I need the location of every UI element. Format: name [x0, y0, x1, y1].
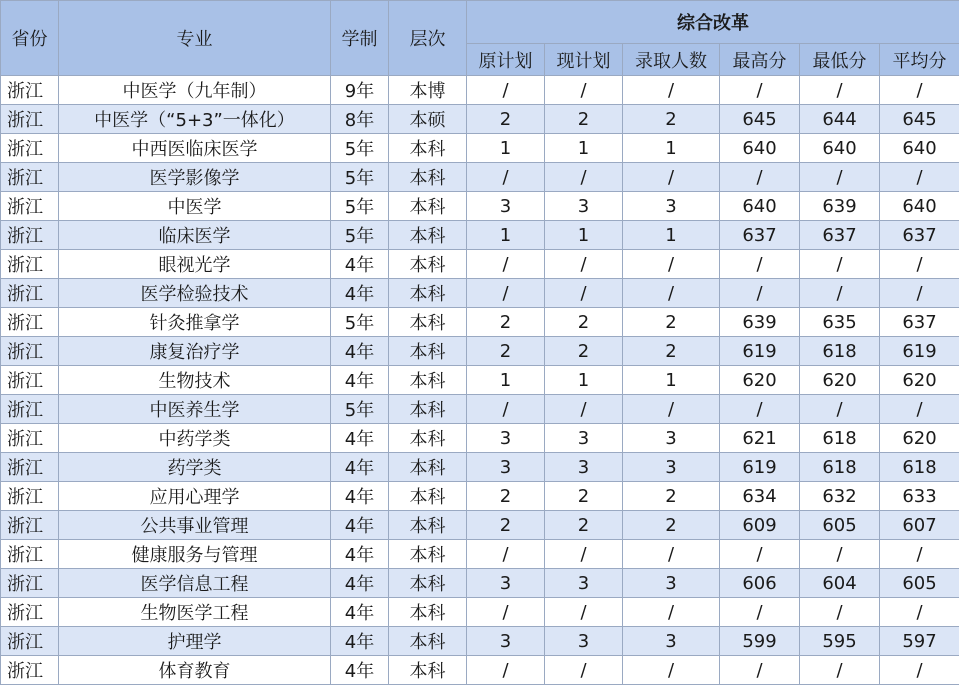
cell-admitted-count: 3 [623, 569, 720, 598]
cell-level: 本科 [389, 134, 467, 163]
cell-major: 眼视光学 [59, 250, 331, 279]
header-major: 专业 [59, 1, 331, 76]
cell-avg-score: 620 [880, 424, 959, 453]
table-row [1, 192, 959, 221]
table-row [1, 134, 959, 163]
cell-major: 健康服务与管理 [59, 540, 331, 569]
cell-avg-score: / [880, 598, 959, 627]
table-row [1, 366, 959, 395]
cell-duration: 4年 [331, 424, 389, 453]
cell-min-score: 620 [800, 366, 880, 395]
cell-max-score: 634 [720, 482, 800, 511]
cell-major: 中医学（“5+3”一体化） [59, 105, 331, 134]
cell-original-plan: 2 [467, 511, 545, 540]
cell-admitted-count: 1 [623, 221, 720, 250]
cell-max-score: 645 [720, 105, 800, 134]
cell-max-score: 637 [720, 221, 800, 250]
cell-level: 本科 [389, 511, 467, 540]
cell-avg-score: 619 [880, 337, 959, 366]
cell-major: 药学类 [59, 453, 331, 482]
cell-level: 本科 [389, 308, 467, 337]
table-row [1, 598, 959, 627]
cell-major: 中医养生学 [59, 395, 331, 424]
cell-province: 浙江 [1, 192, 59, 221]
table-row [1, 337, 959, 366]
cell-avg-score: 597 [880, 627, 959, 656]
cell-admitted-count: / [623, 395, 720, 424]
cell-admitted-count: / [623, 656, 720, 685]
cell-duration: 9年 [331, 76, 389, 105]
cell-original-plan: / [467, 540, 545, 569]
cell-min-score: / [800, 163, 880, 192]
cell-level: 本科 [389, 192, 467, 221]
cell-max-score: 640 [720, 192, 800, 221]
cell-min-score: 639 [800, 192, 880, 221]
cell-admitted-count: / [623, 163, 720, 192]
cell-province: 浙江 [1, 134, 59, 163]
cell-avg-score: 633 [880, 482, 959, 511]
cell-original-plan: / [467, 598, 545, 627]
cell-min-score: / [800, 656, 880, 685]
cell-avg-score: / [880, 656, 959, 685]
cell-current-plan: 3 [545, 569, 623, 598]
cell-major: 生物医学工程 [59, 598, 331, 627]
cell-current-plan: / [545, 250, 623, 279]
cell-min-score: / [800, 279, 880, 308]
cell-original-plan: / [467, 395, 545, 424]
cell-duration: 4年 [331, 598, 389, 627]
cell-admitted-count: 1 [623, 134, 720, 163]
cell-avg-score: / [880, 163, 959, 192]
cell-province: 浙江 [1, 163, 59, 192]
cell-level: 本科 [389, 453, 467, 482]
cell-min-score: / [800, 250, 880, 279]
cell-province: 浙江 [1, 76, 59, 105]
cell-level: 本科 [389, 598, 467, 627]
cell-duration: 5年 [331, 192, 389, 221]
cell-major: 医学影像学 [59, 163, 331, 192]
cell-current-plan: 3 [545, 627, 623, 656]
cell-province: 浙江 [1, 482, 59, 511]
cell-max-score: 620 [720, 366, 800, 395]
cell-original-plan: 3 [467, 627, 545, 656]
cell-current-plan: 2 [545, 482, 623, 511]
cell-min-score: 605 [800, 511, 880, 540]
table-row [1, 163, 959, 192]
cell-original-plan: / [467, 76, 545, 105]
cell-major: 临床医学 [59, 221, 331, 250]
cell-major: 生物技术 [59, 366, 331, 395]
cell-major: 中药学类 [59, 424, 331, 453]
cell-max-score: / [720, 540, 800, 569]
cell-admitted-count: 3 [623, 627, 720, 656]
cell-level: 本科 [389, 366, 467, 395]
cell-level: 本科 [389, 395, 467, 424]
cell-province: 浙江 [1, 250, 59, 279]
cell-max-score: / [720, 598, 800, 627]
cell-duration: 5年 [331, 221, 389, 250]
cell-level: 本科 [389, 337, 467, 366]
cell-original-plan: 2 [467, 105, 545, 134]
header-current-plan: 现计划 [545, 44, 623, 76]
cell-level: 本科 [389, 250, 467, 279]
cell-original-plan: 3 [467, 424, 545, 453]
cell-duration: 5年 [331, 395, 389, 424]
cell-current-plan: 3 [545, 453, 623, 482]
header-province: 省份 [1, 1, 59, 76]
cell-admitted-count: 3 [623, 424, 720, 453]
cell-current-plan: 3 [545, 424, 623, 453]
cell-admitted-count: 2 [623, 337, 720, 366]
cell-avg-score: 640 [880, 134, 959, 163]
header-group-reform: 综合改革 [467, 1, 959, 44]
cell-level: 本科 [389, 627, 467, 656]
cell-duration: 4年 [331, 540, 389, 569]
table-row [1, 221, 959, 250]
cell-current-plan: 1 [545, 134, 623, 163]
cell-min-score: 635 [800, 308, 880, 337]
header-avg-score: 平均分 [880, 44, 959, 76]
cell-max-score: / [720, 250, 800, 279]
table-row [1, 656, 959, 685]
cell-level: 本科 [389, 221, 467, 250]
cell-original-plan: 1 [467, 366, 545, 395]
cell-admitted-count: 2 [623, 482, 720, 511]
table-row [1, 105, 959, 134]
cell-province: 浙江 [1, 366, 59, 395]
cell-admitted-count: / [623, 76, 720, 105]
cell-original-plan: 2 [467, 308, 545, 337]
cell-min-score: 618 [800, 337, 880, 366]
cell-major: 中西医临床医学 [59, 134, 331, 163]
cell-min-score: 618 [800, 453, 880, 482]
cell-original-plan: 1 [467, 221, 545, 250]
cell-avg-score: / [880, 279, 959, 308]
cell-max-score: / [720, 163, 800, 192]
cell-major: 体育教育 [59, 656, 331, 685]
cell-min-score: 644 [800, 105, 880, 134]
cell-current-plan: 2 [545, 337, 623, 366]
cell-province: 浙江 [1, 540, 59, 569]
cell-max-score: 609 [720, 511, 800, 540]
cell-current-plan: 1 [545, 221, 623, 250]
cell-min-score: / [800, 598, 880, 627]
cell-duration: 4年 [331, 279, 389, 308]
cell-min-score: 595 [800, 627, 880, 656]
cell-duration: 4年 [331, 453, 389, 482]
cell-admitted-count: 2 [623, 511, 720, 540]
cell-min-score: / [800, 76, 880, 105]
cell-province: 浙江 [1, 424, 59, 453]
cell-current-plan: 3 [545, 192, 623, 221]
header-admitted-count: 录取人数 [623, 44, 720, 76]
cell-max-score: 599 [720, 627, 800, 656]
table-row [1, 540, 959, 569]
cell-max-score: / [720, 395, 800, 424]
header-max-score: 最高分 [720, 44, 800, 76]
cell-avg-score: / [880, 76, 959, 105]
cell-province: 浙江 [1, 627, 59, 656]
cell-admitted-count: / [623, 540, 720, 569]
cell-level: 本科 [389, 163, 467, 192]
cell-max-score: 619 [720, 453, 800, 482]
cell-level: 本科 [389, 279, 467, 308]
cell-province: 浙江 [1, 511, 59, 540]
cell-duration: 4年 [331, 482, 389, 511]
cell-avg-score: 645 [880, 105, 959, 134]
cell-min-score: / [800, 540, 880, 569]
table-row [1, 627, 959, 656]
cell-min-score: 618 [800, 424, 880, 453]
cell-province: 浙江 [1, 221, 59, 250]
cell-duration: 8年 [331, 105, 389, 134]
cell-avg-score: 640 [880, 192, 959, 221]
cell-level: 本博 [389, 76, 467, 105]
cell-max-score: 639 [720, 308, 800, 337]
cell-major: 中医学 [59, 192, 331, 221]
cell-original-plan: 3 [467, 192, 545, 221]
cell-province: 浙江 [1, 337, 59, 366]
cell-max-score: 619 [720, 337, 800, 366]
cell-avg-score: / [880, 250, 959, 279]
cell-major: 医学检验技术 [59, 279, 331, 308]
cell-original-plan: 2 [467, 482, 545, 511]
cell-max-score: / [720, 76, 800, 105]
table-header [1, 1, 959, 76]
cell-min-score: / [800, 395, 880, 424]
cell-duration: 5年 [331, 134, 389, 163]
cell-duration: 4年 [331, 366, 389, 395]
cell-current-plan: / [545, 540, 623, 569]
cell-admitted-count: 3 [623, 192, 720, 221]
cell-admitted-count: / [623, 598, 720, 627]
cell-level: 本科 [389, 656, 467, 685]
cell-max-score: / [720, 656, 800, 685]
table-row [1, 279, 959, 308]
cell-max-score: 640 [720, 134, 800, 163]
cell-avg-score: 620 [880, 366, 959, 395]
cell-major: 应用心理学 [59, 482, 331, 511]
cell-original-plan: 1 [467, 134, 545, 163]
cell-province: 浙江 [1, 598, 59, 627]
table-row [1, 395, 959, 424]
cell-current-plan: / [545, 395, 623, 424]
cell-duration: 5年 [331, 163, 389, 192]
cell-province: 浙江 [1, 395, 59, 424]
cell-level: 本科 [389, 569, 467, 598]
cell-current-plan: 1 [545, 366, 623, 395]
cell-current-plan: / [545, 163, 623, 192]
table-row [1, 250, 959, 279]
cell-province: 浙江 [1, 656, 59, 685]
table-row [1, 76, 959, 105]
cell-original-plan: 3 [467, 569, 545, 598]
table-row [1, 482, 959, 511]
cell-current-plan: 2 [545, 511, 623, 540]
table-row [1, 308, 959, 337]
header-duration: 学制 [331, 1, 389, 76]
cell-min-score: 637 [800, 221, 880, 250]
cell-province: 浙江 [1, 453, 59, 482]
cell-avg-score: 607 [880, 511, 959, 540]
cell-min-score: 632 [800, 482, 880, 511]
cell-max-score: 621 [720, 424, 800, 453]
cell-max-score: / [720, 279, 800, 308]
cell-current-plan: 2 [545, 105, 623, 134]
cell-major: 康复治疗学 [59, 337, 331, 366]
cell-duration: 4年 [331, 569, 389, 598]
header-original-plan: 原计划 [467, 44, 545, 76]
table-row [1, 453, 959, 482]
cell-duration: 4年 [331, 250, 389, 279]
cell-current-plan: / [545, 598, 623, 627]
cell-original-plan: / [467, 279, 545, 308]
cell-duration: 4年 [331, 627, 389, 656]
cell-current-plan: / [545, 76, 623, 105]
cell-level: 本科 [389, 424, 467, 453]
cell-province: 浙江 [1, 279, 59, 308]
cell-major: 针灸推拿学 [59, 308, 331, 337]
cell-duration: 4年 [331, 337, 389, 366]
cell-admitted-count: 3 [623, 453, 720, 482]
cell-current-plan: 2 [545, 308, 623, 337]
cell-major: 公共事业管理 [59, 511, 331, 540]
cell-current-plan: / [545, 656, 623, 685]
table-row [1, 424, 959, 453]
cell-current-plan: / [545, 279, 623, 308]
cell-original-plan: / [467, 656, 545, 685]
cell-level: 本科 [389, 482, 467, 511]
cell-province: 浙江 [1, 569, 59, 598]
cell-major: 中医学（九年制） [59, 76, 331, 105]
cell-max-score: 606 [720, 569, 800, 598]
cell-duration: 5年 [331, 308, 389, 337]
cell-avg-score: / [880, 540, 959, 569]
cell-province: 浙江 [1, 105, 59, 134]
cell-avg-score: 637 [880, 221, 959, 250]
cell-admitted-count: 1 [623, 366, 720, 395]
cell-duration: 4年 [331, 511, 389, 540]
cell-province: 浙江 [1, 308, 59, 337]
table-row [1, 511, 959, 540]
cell-duration: 4年 [331, 656, 389, 685]
cell-level: 本硕 [389, 105, 467, 134]
cell-admitted-count: 2 [623, 105, 720, 134]
cell-original-plan: 2 [467, 337, 545, 366]
cell-avg-score: 605 [880, 569, 959, 598]
cell-admitted-count: / [623, 279, 720, 308]
cell-min-score: 604 [800, 569, 880, 598]
cell-admitted-count: 2 [623, 308, 720, 337]
cell-admitted-count: / [623, 250, 720, 279]
header-min-score: 最低分 [800, 44, 880, 76]
header-level: 层次 [389, 1, 467, 76]
cell-original-plan: / [467, 163, 545, 192]
cell-avg-score: / [880, 395, 959, 424]
cell-avg-score: 637 [880, 308, 959, 337]
cell-original-plan: / [467, 250, 545, 279]
cell-avg-score: 618 [880, 453, 959, 482]
cell-level: 本科 [389, 540, 467, 569]
cell-min-score: 640 [800, 134, 880, 163]
cell-major: 医学信息工程 [59, 569, 331, 598]
cell-original-plan: 3 [467, 453, 545, 482]
cell-major: 护理学 [59, 627, 331, 656]
table-row [1, 569, 959, 598]
table-body [1, 76, 959, 685]
